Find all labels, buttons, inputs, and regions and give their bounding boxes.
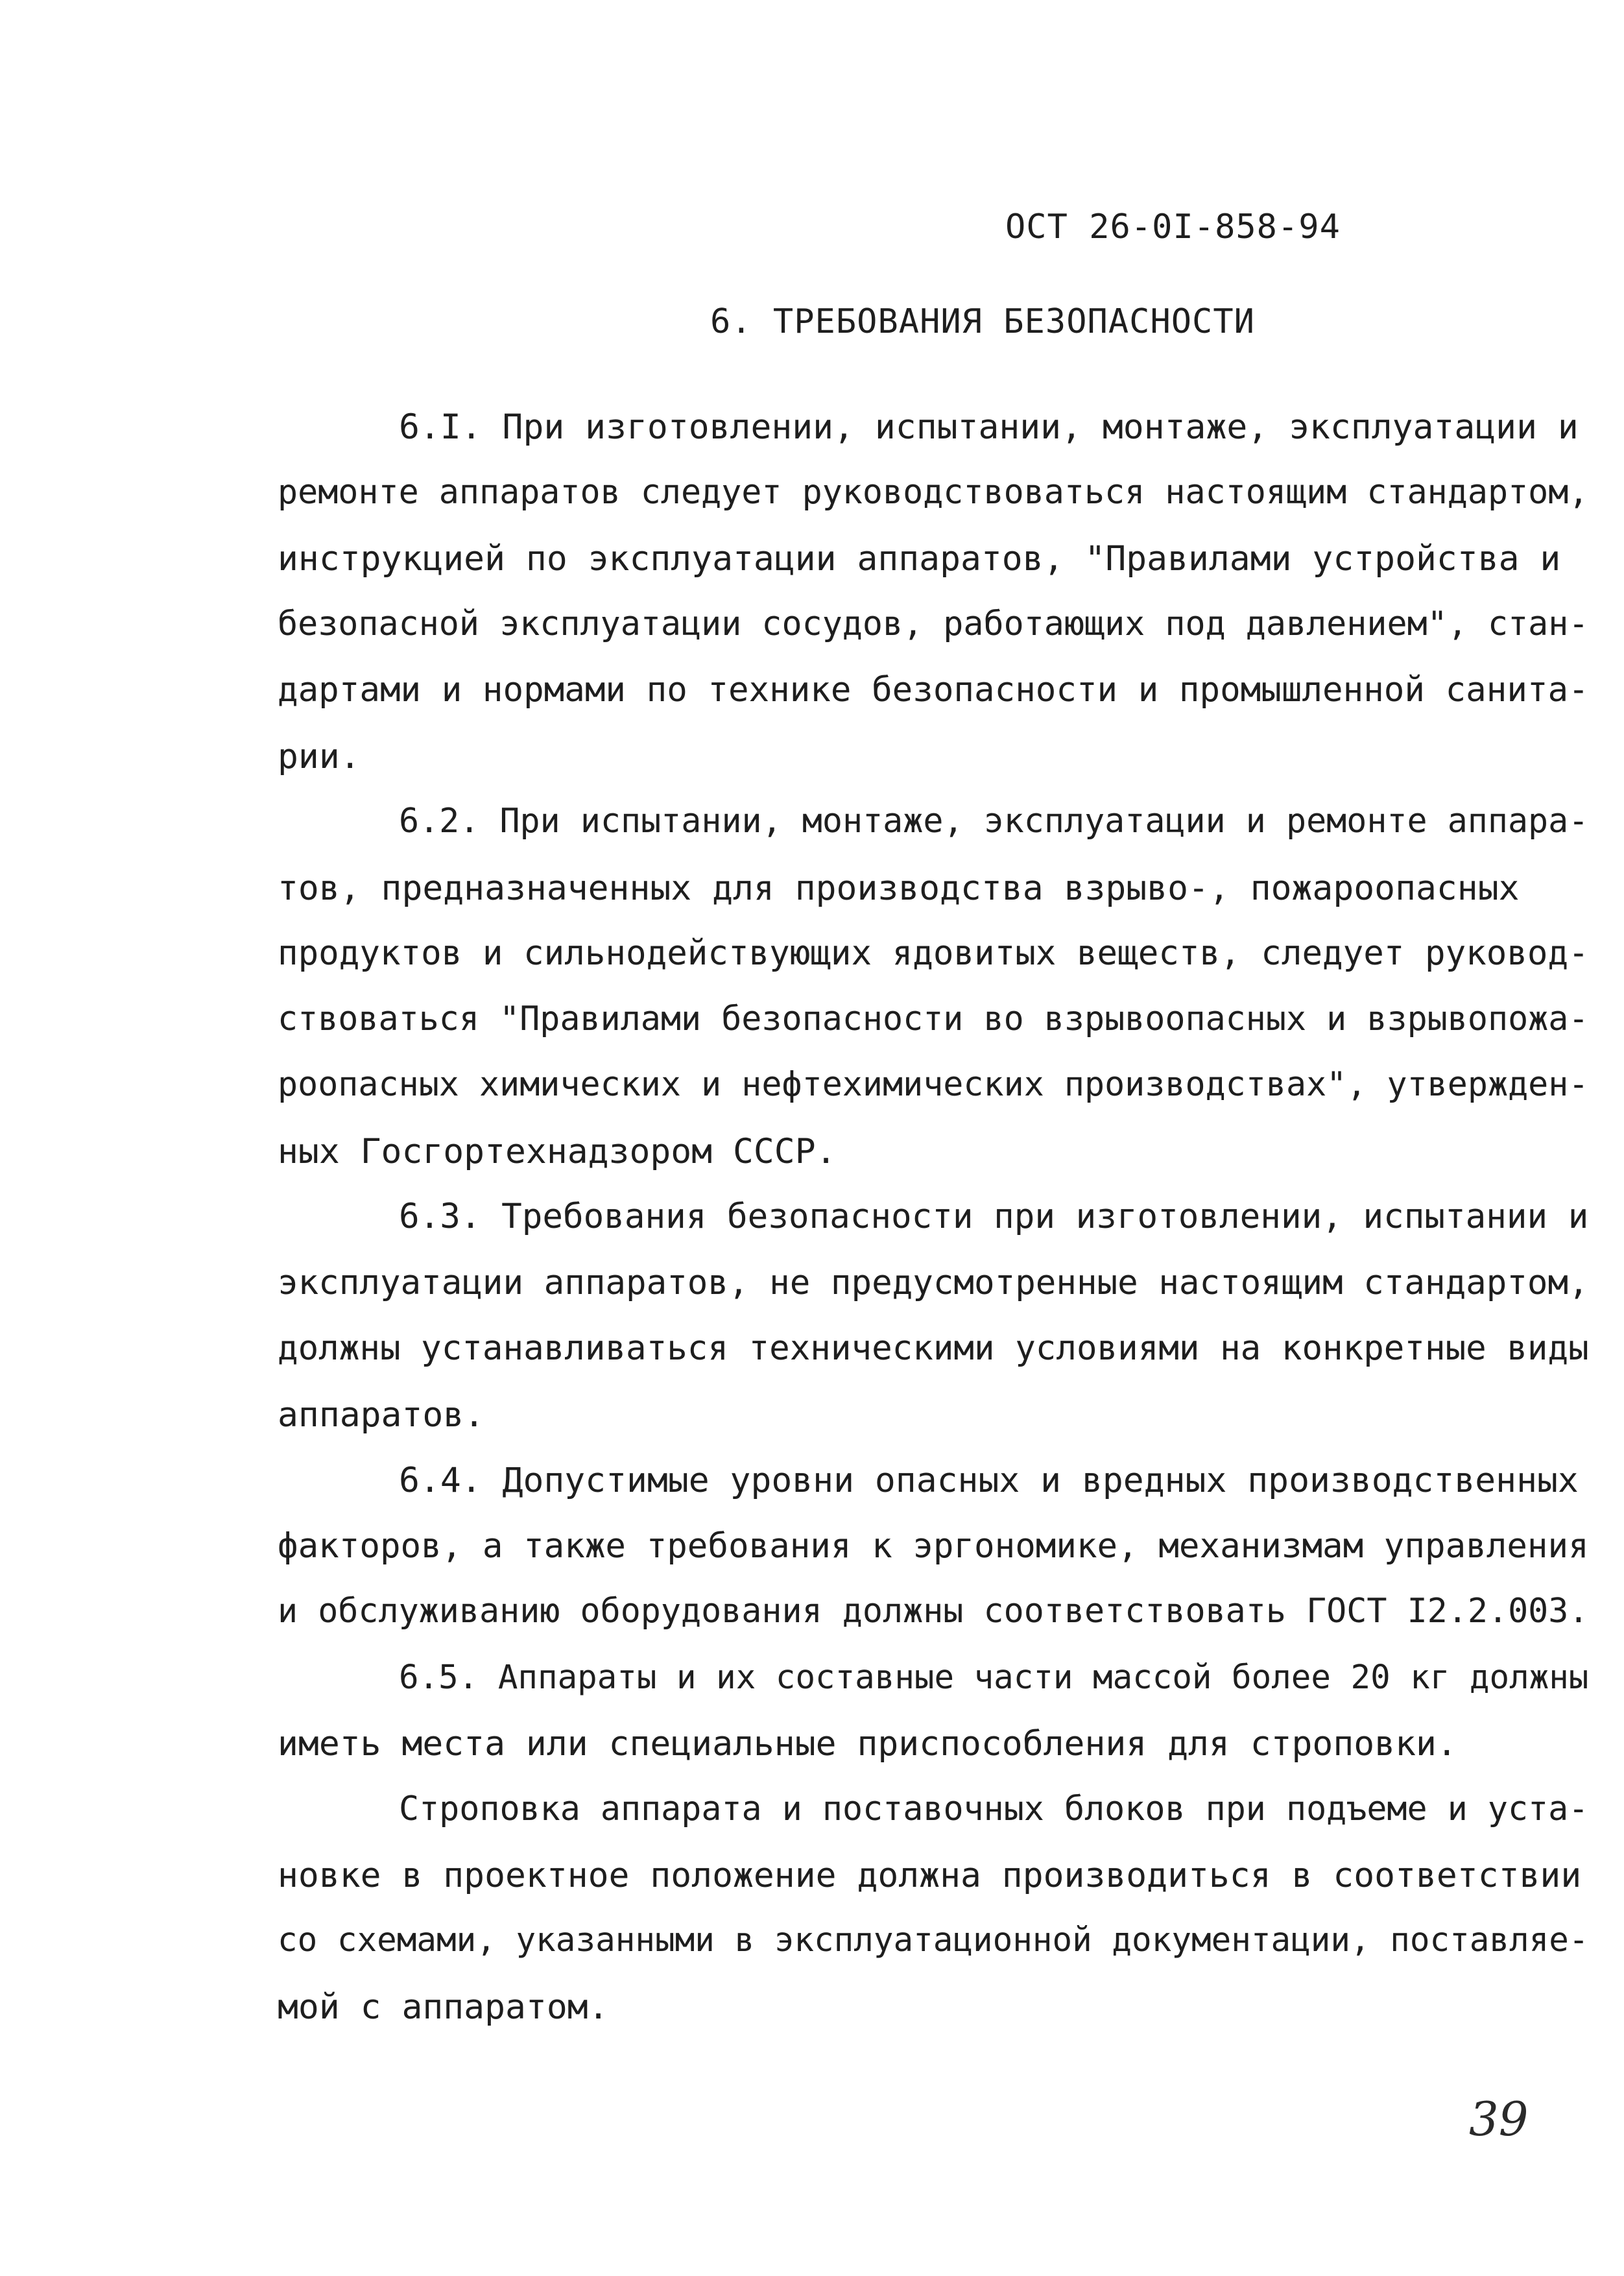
- text-line: дартами и нормами по технике безопасности и промышленной санита-: [278, 670, 1589, 710]
- text-line: со схемами, указанными в эксплуатационной документации, поставляе-: [278, 1921, 1589, 1959]
- text-line: 6.4. Допустимые уровни опасных и вредных производственных: [399, 1461, 1579, 1500]
- text-line: продуктов и сильнодействующих ядовитых веществ, следует руковод-: [278, 933, 1589, 973]
- text-line: должны устанавливаться техническими условиями на конкретные виды: [278, 1328, 1589, 1368]
- text-line: 6.5. Аппараты и их составные части массой более 20 кг должны: [399, 1658, 1589, 1696]
- section-heading: 6. ТРЕБОВАНИЯ БЕЗОПАСНОСТИ: [710, 302, 1255, 341]
- text-line: 6.2. При испытании, монтаже, эксплуатации и ремонте аппара-: [399, 802, 1589, 841]
- text-line: и обслуживанию оборудования должны соответствовать ГОСТ I2.2.003.: [278, 1592, 1589, 1631]
- text-line: инструкцией по эксплуатации аппаратов, "Правилами устройства и: [278, 539, 1561, 579]
- text-line: аппаратов.: [278, 1395, 485, 1435]
- text-line: 6.3. Требования безопасности при изготовлении, испытании и: [399, 1197, 1589, 1236]
- text-line: новке в проектное положение должна производиться в соответствии: [278, 1856, 1582, 1895]
- text-line: ствоваться "Правилами безопасности во взрывоопасных и взрывопожа-: [278, 1000, 1589, 1038]
- text-line: 6.I. При изготовлении, испытании, монтаже, эксплуатации и: [399, 407, 1579, 447]
- text-line: роопасных химических и нефтехимических производствах", утвержден-: [278, 1065, 1589, 1104]
- text-line: эксплуатации аппаратов, не предусмотренные настоящим стандартом,: [278, 1263, 1589, 1302]
- text-line: безопасной эксплуатации сосудов, работающих под давлением", стан-: [278, 605, 1589, 643]
- text-line: иметь места или специальные приспособления для строповки.: [278, 1724, 1457, 1764]
- text-line: рии.: [278, 737, 361, 776]
- text-line: ремонте аппаратов следует руководствоваться настоящим стандартом,: [278, 473, 1589, 512]
- text-line: мой с аппаратом.: [278, 1987, 609, 2027]
- text-line: факторов, а также требования к эргономике, механизмам управления: [278, 1526, 1589, 1566]
- text-line: тов, предназначенных для производства взрыво-, пожароопасных: [278, 868, 1520, 908]
- text-line: ных Госгортехнадзором СССР.: [278, 1132, 837, 1171]
- page-number: 39: [1469, 2092, 1529, 2146]
- text-line: Строповка аппарата и поставочных блоков при подъеме и уста-: [399, 1790, 1589, 1828]
- document-code: ОСТ 26-0I-858-94: [1005, 208, 1341, 246]
